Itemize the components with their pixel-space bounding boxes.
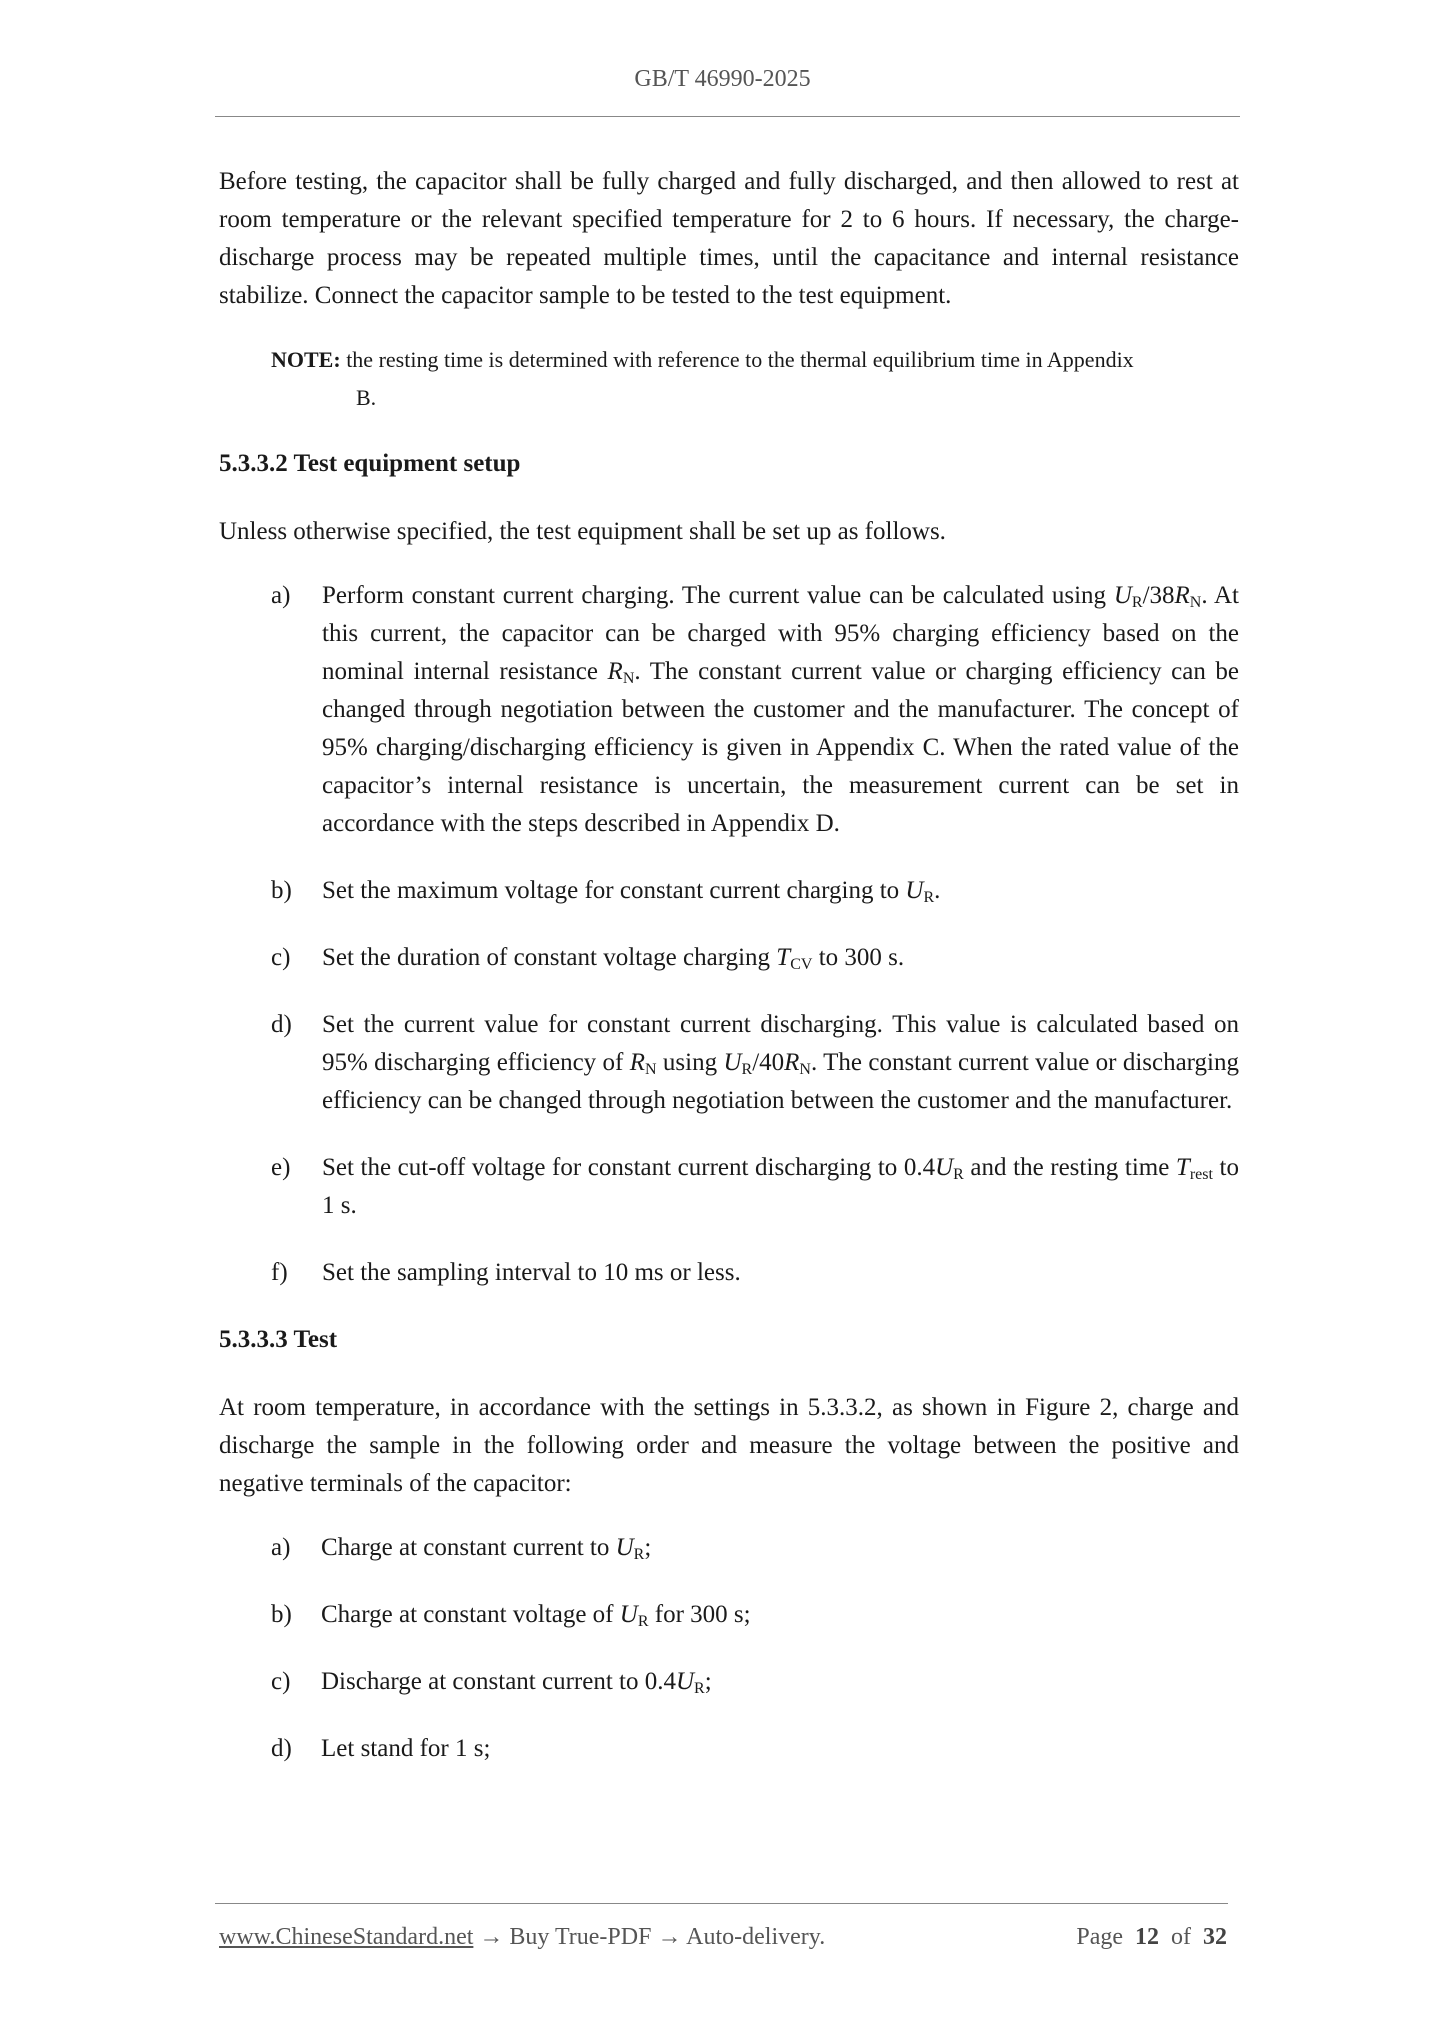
page-label: Page bbox=[1076, 1924, 1123, 1950]
arrow-icon: → bbox=[473, 1924, 510, 1950]
list-item-text: Set the current value for constant current discharging. This value is calculated based on 95% discharging efficiency of $R_N$ using $U_R/40R_N$. The constant current value or discharging efficiency can be changed through negotiation between the customer and the manufacturer. bbox=[322, 1011, 1240, 1114]
list-marker: b) bbox=[271, 877, 292, 904]
footer-divider bbox=[215, 1903, 1228, 1904]
list-item bbox=[219, 1596, 1239, 1634]
page-number: 12 bbox=[1135, 1924, 1159, 1950]
buy-pdf-text: Buy True-PDF bbox=[509, 1924, 652, 1950]
page-content bbox=[219, 163, 1239, 1797]
section-heading-5332: 5.3.3.2 Test equipment setup bbox=[219, 450, 521, 477]
page-footer bbox=[219, 1924, 1227, 1951]
section-5332-intro: Unless otherwise specified, the test equipment shall be set up as follows. bbox=[219, 518, 946, 545]
list-marker: e) bbox=[271, 1154, 291, 1181]
list-marker: d) bbox=[271, 1011, 292, 1038]
list-item-text: Set the sampling interval to 10 ms or less. bbox=[322, 1259, 741, 1286]
list-item-text: Charge at constant current to $U_R$; bbox=[321, 1534, 652, 1563]
note-block bbox=[219, 341, 1239, 417]
list-marker: c) bbox=[271, 944, 291, 971]
list-item-text: Set the duration of constant voltage charging $T_{CV}$ to 300 s. bbox=[322, 944, 905, 973]
footer-left bbox=[219, 1924, 825, 1951]
list-item-text: Charge at constant voltage of $U_R$ for 300 s; bbox=[321, 1601, 751, 1630]
list-item bbox=[219, 1254, 1239, 1292]
arrow-icon: → bbox=[651, 1924, 687, 1950]
list-item bbox=[219, 1529, 1239, 1567]
header-divider bbox=[215, 116, 1240, 117]
test-list bbox=[219, 1529, 1239, 1768]
list-item bbox=[219, 577, 1239, 843]
website-link[interactable]: www.ChineseStandard.net bbox=[219, 1924, 474, 1950]
intro-paragraph: Before testing, the capacitor shall be fully charged and fully discharged, and then allowed to rest at room temperature or the relevant specified temperature for 2 to 6 hours. If necessary, the charge-discharge process may be repeated multiple times, until the capacitance and internal resistance stabilize. Connect the capacitor sample to be tested to the test equipment. bbox=[219, 168, 1239, 309]
note-label: NOTE: bbox=[271, 347, 341, 372]
list-item-text: Set the maximum voltage for constant current charging to $U_R$. bbox=[322, 877, 941, 906]
list-item bbox=[219, 1730, 1239, 1768]
list-marker: a) bbox=[271, 582, 291, 609]
list-marker: f) bbox=[271, 1259, 288, 1286]
section-heading-5333: 5.3.3.3 Test bbox=[219, 1326, 338, 1353]
list-item bbox=[219, 872, 1239, 910]
auto-delivery-text: Auto-delivery. bbox=[686, 1924, 826, 1950]
list-item bbox=[219, 1663, 1239, 1701]
list-item-text: Perform constant current charging. The current value can be calculated using $U_R/38R_N$. At this current, the capacitor can be charged with 95% charging efficiency based on the nominal internal resistance $R_N$. The constant current value or charging efficiency can be changed through negotiation between the customer and the manufacturer. The concept of 95% charging/discharging efficiency is given in Appendix C. When the rated value of the capacitor’s internal resistance is uncertain, the measurement current can be set in accordance with the steps described in Appendix D. bbox=[322, 582, 1239, 837]
list-marker: b) bbox=[271, 1601, 292, 1628]
note-text-line1: the resting time is determined with reference to the thermal equilibrium time in Appendix bbox=[340, 347, 1134, 372]
of-label: of bbox=[1171, 1924, 1191, 1950]
list-item-text: Set the cut-off voltage for constant current discharging to $0.4U_R$ and the resting time $T_{rest}$ to 1 s. bbox=[322, 1154, 1239, 1219]
setup-list bbox=[219, 577, 1239, 1292]
note-text-line2: B. bbox=[356, 385, 377, 410]
total-pages: 32 bbox=[1203, 1924, 1227, 1950]
list-item bbox=[219, 1006, 1239, 1120]
list-item-text: Discharge at constant current to $0.4U_R$; bbox=[321, 1668, 712, 1697]
list-marker: c) bbox=[271, 1668, 291, 1695]
page-indicator bbox=[1076, 1924, 1227, 1951]
section-5333-intro: At room temperature, in accordance with the settings in 5.3.3.2, as shown in Figure 2, charge and discharge the sample in the following order and measure the voltage between the positive and negative terminals of the capacitor: bbox=[219, 1394, 1239, 1497]
document-header-title: GB/T 46990-2025 bbox=[634, 66, 811, 92]
list-item-text: Let stand for 1 s; bbox=[321, 1735, 491, 1762]
list-item bbox=[219, 1149, 1239, 1225]
list-item bbox=[219, 939, 1239, 977]
list-marker: d) bbox=[271, 1735, 292, 1762]
list-marker: a) bbox=[271, 1534, 291, 1561]
